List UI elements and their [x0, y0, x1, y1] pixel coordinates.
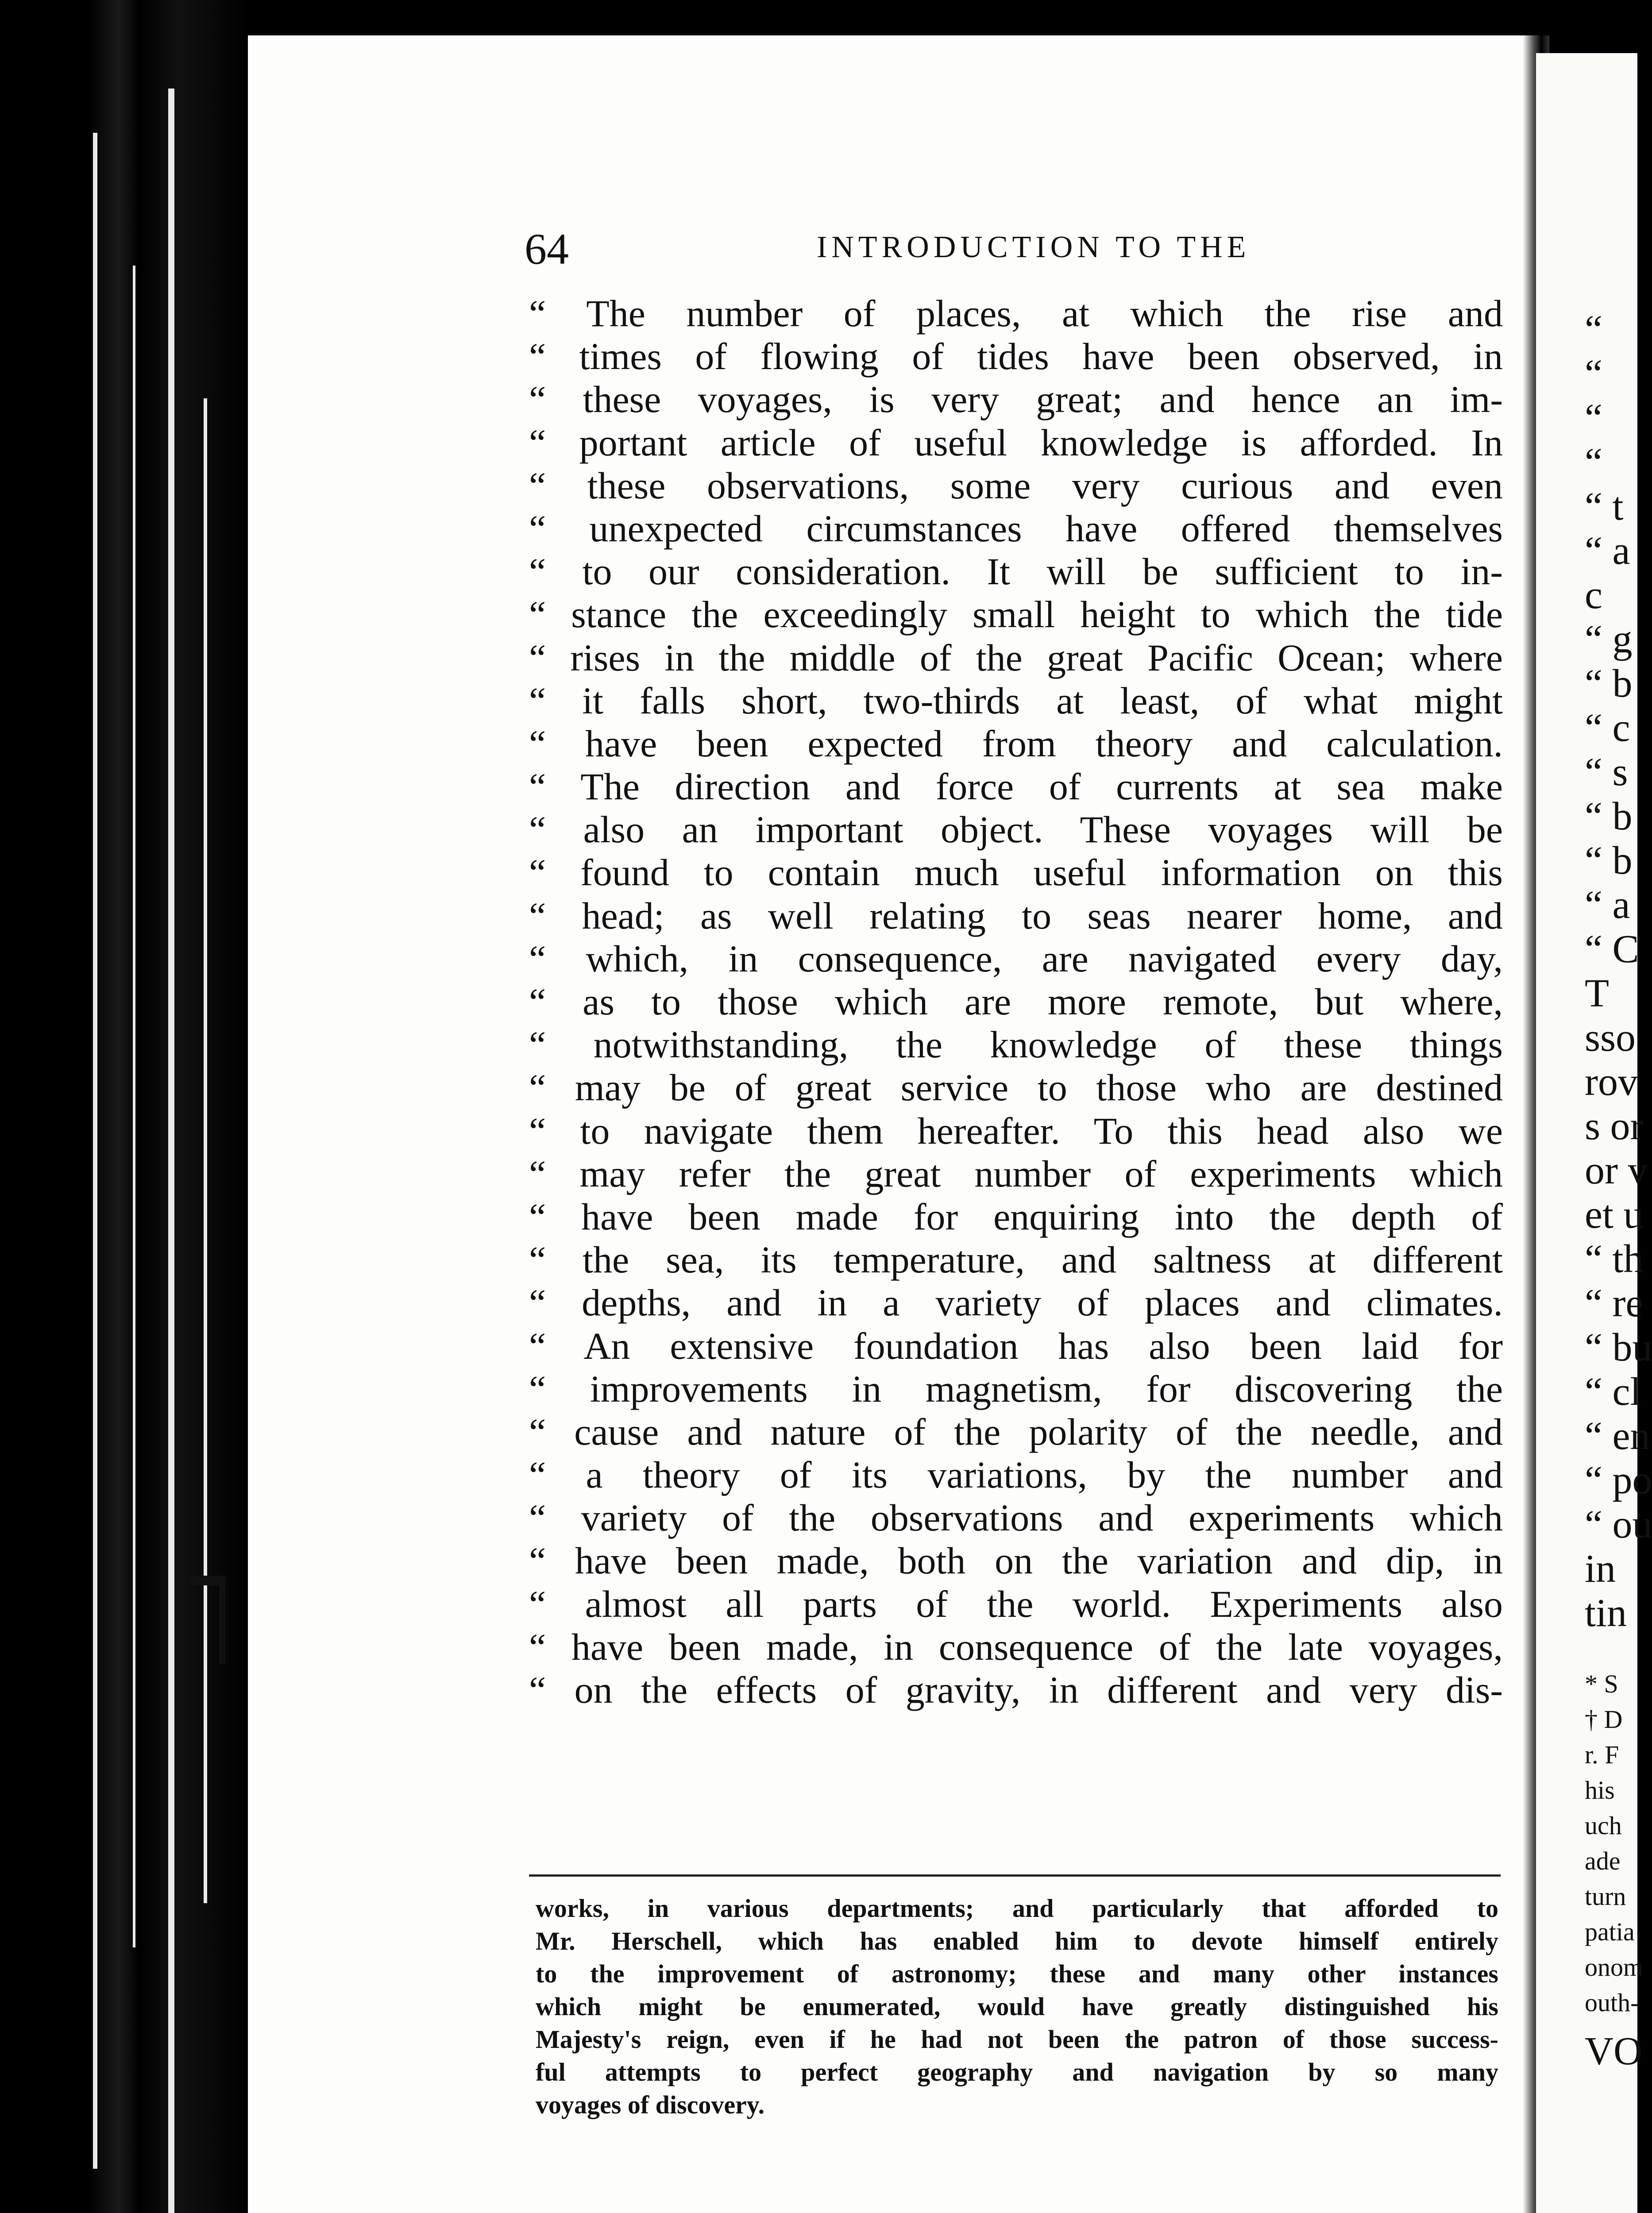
text-line: “ have been expected from theory and calculation.	[529, 722, 1503, 765]
text-line: “ An extensive foundation has also been laid for	[529, 1324, 1503, 1367]
left-page-stack	[0, 0, 248, 2213]
adjacent-fragment: “ en	[1585, 1414, 1650, 1458]
text-line: “ which, in consequence, are navigated every day,	[529, 937, 1503, 980]
adjacent-fragment: “	[1585, 352, 1602, 396]
adjacent-fragment: “ b	[1585, 662, 1633, 706]
margin-mark	[190, 1576, 226, 1585]
text-line: “ may be of great service to those who are destined	[529, 1066, 1503, 1109]
text-line: “ portant article of useful knowledge is afforded. In	[529, 421, 1503, 464]
text-line: “ as to those which are more remote, but where,	[529, 980, 1503, 1023]
adjacent-fragment: “ b	[1585, 839, 1633, 883]
text-line: “ on the effects of gravity, in different and very dis-	[529, 1669, 1503, 1711]
adjacent-fragment: uch	[1585, 1811, 1622, 1840]
adjacent-fragment: “ c	[1585, 706, 1630, 750]
adjacent-fragment: his	[1585, 1776, 1615, 1804]
adjacent-fragment: “ a	[1585, 883, 1630, 927]
text-line: “ unexpected circumstances have offered themselves	[529, 507, 1503, 550]
adjacent-fragment: in	[1585, 1547, 1616, 1591]
text-line: “ have been made, both on the variation and dip, in	[529, 1539, 1503, 1582]
text-line: “ times of flowing of tides have been observed, in	[529, 335, 1503, 378]
text-line: “ it falls short, two-thirds at least, of what might	[529, 679, 1503, 722]
adjacent-fragment: † D	[1585, 1705, 1623, 1734]
text-line: “ depths, and in a variety of places and climates.	[529, 1281, 1503, 1324]
footnote-line: voyages of discovery.	[536, 2090, 765, 2119]
adjacent-fragment: “ ou	[1585, 1503, 1652, 1546]
text-line: “ to navigate them hereafter. To this head also we	[529, 1109, 1503, 1152]
text-line: “ improvements in magnetism, for discovering the	[529, 1367, 1503, 1410]
adjacent-fragment: “	[1585, 308, 1602, 351]
margin-mark	[219, 1585, 225, 1664]
adjacent-fragment: sso	[1585, 1016, 1636, 1060]
footnote-rule	[529, 1874, 1501, 1877]
text-line: “ have been made for enquiring into the depth of	[529, 1195, 1503, 1238]
footnote-line: which might be enumerated, would have greatly distinguished his	[536, 1992, 1498, 2021]
adjacent-fragment: onom	[1585, 1953, 1644, 1982]
adjacent-fragment: “ b	[1585, 794, 1633, 838]
adjacent-fragment: tin	[1585, 1591, 1627, 1635]
footnote-line: works, in various departments; and particularly that afforded to	[536, 1894, 1498, 1923]
adjacent-fragment: r. F	[1585, 1740, 1619, 1769]
footnote	[536, 1892, 1498, 2121]
text-line: “ may refer the great number of experiments which	[529, 1152, 1503, 1195]
text-line: “ notwithstanding, the knowledge of these things	[529, 1023, 1503, 1066]
adjacent-fragment: or v	[1585, 1149, 1648, 1192]
adjacent-fragment: “ g	[1585, 617, 1633, 661]
adjacent-fragment: ade	[1585, 1847, 1621, 1875]
footnote-line: Majesty's reign, even if he had not been the patron of those success-	[536, 2025, 1498, 2054]
text-line: “ cause and nature of the polarity of the needle, and	[529, 1410, 1503, 1453]
text-line: “ the sea, its temperature, and saltness at different	[529, 1238, 1503, 1281]
text-line: “ have been made, in consequence of the late voyages,	[529, 1625, 1503, 1668]
adjacent-fragment: “ bu	[1585, 1326, 1652, 1369]
page-edge-streak	[204, 398, 207, 1903]
text-line: “ head; as well relating to seas nearer home, and	[529, 894, 1503, 937]
text-line: “ also an important object. These voyages will be	[529, 808, 1503, 851]
adjacent-fragment: VO	[1585, 2029, 1642, 2073]
text-line: “ variety of the observations and experiments which	[529, 1496, 1503, 1539]
footnote-line: ful attempts to perfect geography and navigation by so many	[536, 2058, 1498, 2086]
text-line: “ these observations, some very curious and even	[529, 464, 1503, 507]
adjacent-fragment: c	[1585, 573, 1602, 617]
text-line: “ stance the exceedingly small height to which the tide	[529, 593, 1503, 636]
page-edge-streak	[133, 266, 135, 1947]
adjacent-fragment: “ s	[1585, 750, 1628, 794]
page-header	[525, 224, 1498, 272]
adjacent-fragment: “ po	[1585, 1458, 1652, 1502]
text-line: “ almost all parts of the world. Experiments also	[529, 1582, 1503, 1625]
text-line: “ The direction and force of currents at sea make	[529, 765, 1503, 808]
running-head: INTRODUCTION TO THE	[817, 230, 1251, 264]
adjacent-fragment: “	[1585, 440, 1602, 484]
adjacent-fragment: outh-	[1585, 1988, 1639, 2017]
adjacent-fragment: “ t	[1585, 485, 1624, 528]
page-edge-streak	[168, 89, 174, 2213]
page-edge-streak	[93, 133, 97, 2169]
text-line: “ a theory of its variations, by the number and	[529, 1453, 1503, 1496]
text-line: “ to our consideration. It will be sufficient to in-	[529, 550, 1503, 593]
adjacent-page	[1536, 53, 1652, 2213]
adjacent-fragment: et u	[1585, 1193, 1644, 1237]
adjacent-fragment: * S	[1585, 1669, 1618, 1698]
adjacent-fragment: “ th	[1585, 1237, 1644, 1281]
adjacent-fragment: turn	[1585, 1882, 1626, 1911]
text-line: “ The number of places, at which the rise and	[529, 292, 1503, 335]
adjacent-fragment: patia	[1585, 1917, 1635, 1946]
adjacent-fragment: “ re	[1585, 1281, 1644, 1325]
adjacent-fragment: “ C	[1585, 927, 1639, 971]
adjacent-fragment: T	[1585, 972, 1609, 1015]
footnote-line: Mr. Herschell, which has enabled him to devote himself entirely	[536, 1927, 1498, 1955]
adjacent-fragment: “ a	[1585, 529, 1630, 573]
adjacent-fragment: “	[1585, 396, 1602, 440]
text-line: “ these voyages, is very great; and hence an im-	[529, 378, 1503, 421]
page-number: 64	[525, 224, 569, 274]
footnote-line: to the improvement of astronomy; these and many other instances	[536, 1959, 1498, 1988]
main-text	[529, 292, 1503, 1712]
text-line: “ rises in the middle of the great Pacific Ocean; where	[529, 636, 1503, 679]
adjacent-fragment: s or	[1585, 1104, 1644, 1148]
text-line: “ found to contain much useful information on this	[529, 851, 1503, 894]
adjacent-fragment: rov	[1585, 1060, 1638, 1104]
adjacent-fragment: “ cl	[1585, 1370, 1641, 1414]
